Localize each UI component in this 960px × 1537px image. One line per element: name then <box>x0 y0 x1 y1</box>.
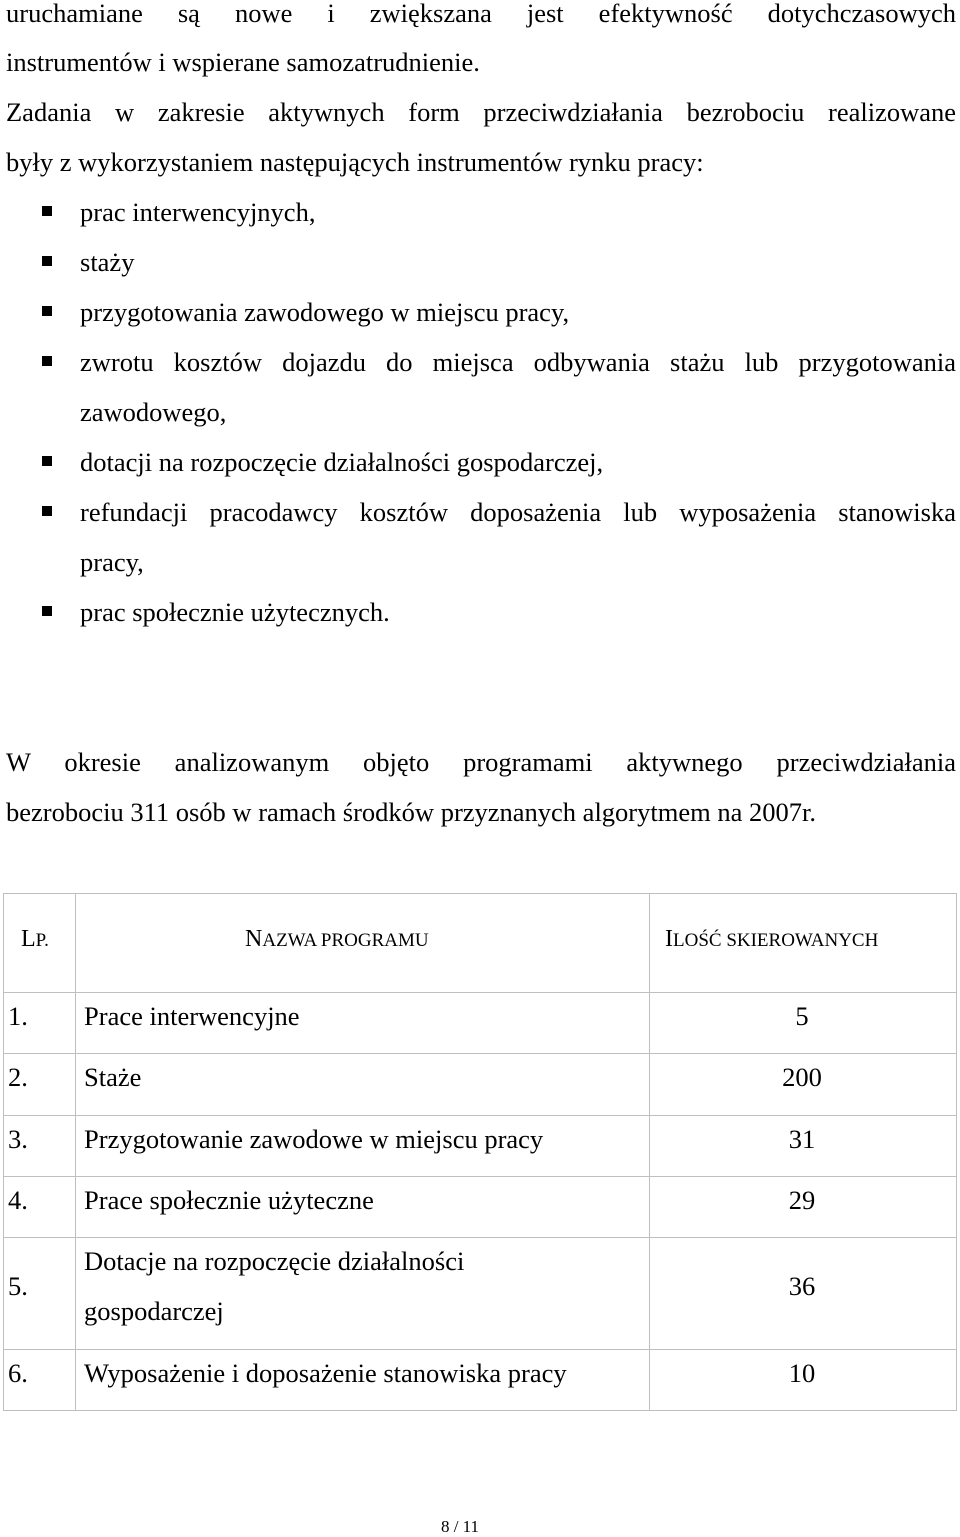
table-border <box>956 893 957 1411</box>
square-bullet-icon <box>42 206 52 216</box>
table-row-name: Wyposażenie i doposażenie stanowiska pracy <box>84 1358 567 1388</box>
square-bullet-icon <box>42 506 52 516</box>
table-border <box>3 1115 957 1116</box>
page-number: 8 / 11 <box>440 1517 480 1536</box>
table-border <box>3 992 957 993</box>
table-border <box>3 1176 957 1177</box>
list-item-text: staży <box>80 247 135 277</box>
table-border <box>3 1349 957 1350</box>
square-bullet-icon <box>42 606 52 616</box>
table-row-lp: 5. <box>8 1271 28 1301</box>
list-item-continuation: zawodowego, <box>80 397 227 427</box>
list-item <box>0 197 960 227</box>
list-item-text: prac interwencyjnych, <box>80 197 316 227</box>
table-border <box>3 1053 957 1054</box>
square-bullet-icon <box>42 256 52 266</box>
list-item <box>0 447 960 477</box>
intro-line-1: uruchamiane są nowe i zwiększana jest efektywność dotychczasowych <box>6 0 956 28</box>
header-count: ILOŚĆ SKIEROWANYCH <box>665 926 879 952</box>
programs-table <box>3 893 957 1411</box>
list-item-text: refundacji pracodawcy kosztów doposażenia lub wyposażenia stanowiska <box>80 497 956 527</box>
summary-line-2: bezrobociu 311 osób w ramach środków przyznanych algorytmem na 2007r. <box>6 797 816 827</box>
intro-line-2: instrumentów i wspierane samozatrudnienie. <box>6 47 480 77</box>
table-row-lp: 6. <box>8 1358 28 1388</box>
summary-line-1: W okresie analizowanym objęto programami aktywnego przeciwdziałania <box>6 747 956 777</box>
square-bullet-icon <box>42 356 52 366</box>
list-item <box>0 497 960 527</box>
table-row-lp: 2. <box>8 1062 28 1092</box>
table-row-name: Staże <box>84 1062 142 1092</box>
table-row-name: Przygotowanie zawodowe w miejscu pracy <box>84 1124 544 1154</box>
table-border <box>3 1410 957 1411</box>
table-row-lp: 3. <box>8 1124 28 1154</box>
list-item-text: prac społecznie użytecznych. <box>80 597 390 627</box>
header-lp: LP. <box>21 926 49 952</box>
list-item-continuation: pracy, <box>80 547 144 577</box>
table-border <box>3 1237 957 1238</box>
table-row-lp: 4. <box>8 1185 28 1215</box>
table-border <box>3 893 957 894</box>
list-item-text: przygotowania zawodowego w miejscu pracy, <box>80 297 570 327</box>
table-row-name: Prace interwencyjne <box>84 1001 300 1031</box>
table-row-lp: 1. <box>8 1001 28 1031</box>
square-bullet-icon <box>42 456 52 466</box>
intro-line-4: były z wykorzystaniem następujących instrumentów rynku pracy: <box>6 147 704 177</box>
list-item <box>0 597 960 627</box>
square-bullet-icon <box>42 306 52 316</box>
table-row-name: Dotacje na rozpoczęcie działalności <box>84 1246 465 1276</box>
table-row-name-continuation: gospodarczej <box>84 1296 224 1326</box>
table-row-count: 5 <box>795 1001 809 1031</box>
table-row-count: 31 <box>788 1124 816 1154</box>
intro-line-3: Zadania w zakresie aktywnych form przeciwdziałania bezrobociu realizowane <box>6 97 956 127</box>
table-row-count: 10 <box>788 1358 816 1388</box>
table-border <box>649 893 650 1411</box>
list-item-text: zwrotu kosztów dojazdu do miejsca odbywania stażu lub przygotowania <box>80 347 956 377</box>
table-row-count: 36 <box>788 1271 816 1301</box>
table-border <box>75 893 76 1411</box>
table-row-count: 200 <box>782 1062 822 1092</box>
list-item <box>0 297 960 327</box>
list-item-text: dotacji na rozpoczęcie działalności gospodarczej, <box>80 447 604 477</box>
table-border <box>3 893 4 1411</box>
header-program-name: NAZWA PROGRAMU <box>245 926 429 952</box>
table-row-count: 29 <box>788 1185 816 1215</box>
list-item <box>0 347 960 377</box>
list-item <box>0 247 960 277</box>
table-row-name: Prace społecznie użyteczne <box>84 1185 374 1215</box>
